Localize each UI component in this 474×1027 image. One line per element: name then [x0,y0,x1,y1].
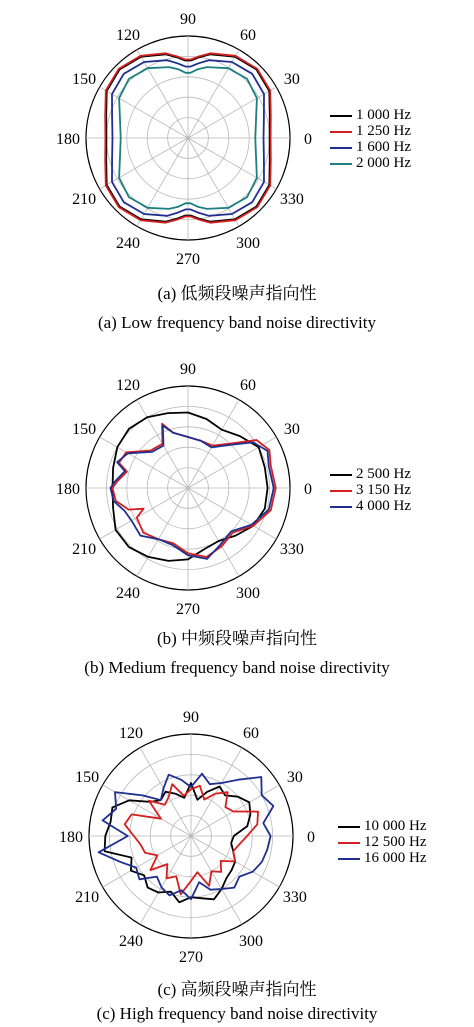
chart-panel-c [0,692,474,1027]
angle-tick-label: 30 [286,769,303,786]
legend-swatch [330,474,352,476]
angle-tick-label: 150 [72,71,97,88]
angle-tick-label: 210 [72,541,97,558]
legend-swatch [330,115,352,117]
grid-spoke [188,138,239,226]
angle-tick-label: 330 [282,889,307,906]
grid-spoke [137,138,188,226]
angle-tick-label: 120 [119,725,143,743]
angle-tick-label: 60 [240,377,256,395]
angle-tick-label: 150 [72,421,97,438]
grid-spoke [137,488,188,576]
angle-tick-label: 90 [180,11,196,28]
legend-swatch [338,826,360,828]
angle-tick-label: 270 [179,949,203,966]
angle-tick-label: 240 [116,234,140,252]
caption-cn-a: (a) 低频段噪声指向性 [157,284,317,303]
angle-tick-label: 240 [116,584,140,602]
grid-spoke [140,836,191,924]
legend-swatch [330,163,352,165]
angle-tick-label: 300 [236,234,260,252]
angle-tick-label: 270 [176,601,200,618]
caption-en-c: (c) High frequency band noise directivity [96,1004,378,1023]
angle-tick-label: 30 [283,71,300,88]
legend-label: 16 000 Hz [364,850,427,866]
angle-tick-label: 330 [279,191,304,208]
angle-tick-label: 0 [307,829,315,846]
angle-tick-label: 300 [236,584,260,602]
angle-tick-label: 240 [119,932,143,950]
caption-cn-b: (b) 中频段噪声指向性 [156,629,318,648]
legend-swatch [330,131,352,133]
legend-swatch [330,490,352,492]
angle-tick-label: 60 [240,27,256,45]
legend-swatch [330,506,352,508]
angle-tick-label: 300 [239,932,263,950]
angle-tick-label: 120 [116,377,140,395]
angle-tick-label: 0 [304,481,312,498]
chart-panel-a [0,0,474,340]
legend-label: 1 000 Hz [356,107,411,123]
grid-spoke [191,748,242,836]
legend-swatch [338,842,360,844]
angle-tick-label: 90 [180,361,196,378]
legend-label: 2 500 Hz [356,466,411,482]
angle-tick-label: 210 [72,191,97,208]
chart-panel-b [0,346,474,686]
angle-tick-label: 180 [56,481,80,498]
legend-label: 10 000 Hz [364,818,427,834]
angle-tick-label: 120 [116,27,140,45]
legend-label: 4 000 Hz [356,498,411,514]
caption-en-b: (b) Medium frequency band noise directivity [84,658,390,677]
angle-tick-label: 0 [304,131,312,148]
angle-tick-label: 330 [279,541,304,558]
legend-label: 2 000 Hz [356,155,411,171]
legend-label: 1 600 Hz [356,139,411,155]
caption-en-a: (a) Low frequency band noise directivity [97,313,377,332]
angle-tick-label: 60 [243,725,259,743]
legend-swatch [338,858,360,860]
angle-tick-label: 180 [59,829,83,846]
angle-tick-label: 270 [176,251,200,268]
legend-label: 1 250 Hz [356,123,411,139]
legend-swatch [330,147,352,149]
legend-label: 12 500 Hz [364,834,427,850]
angle-tick-label: 150 [75,769,100,786]
angle-tick-label: 90 [183,709,199,726]
angle-tick-label: 180 [56,131,80,148]
grid-spoke [188,50,239,138]
angle-tick-label: 210 [75,889,100,906]
caption-cn-c: (c) 高频段噪声指向性 [157,980,317,999]
grid-spoke [137,50,188,138]
angle-tick-label: 30 [283,421,300,438]
legend-label: 3 150 Hz [356,482,411,498]
